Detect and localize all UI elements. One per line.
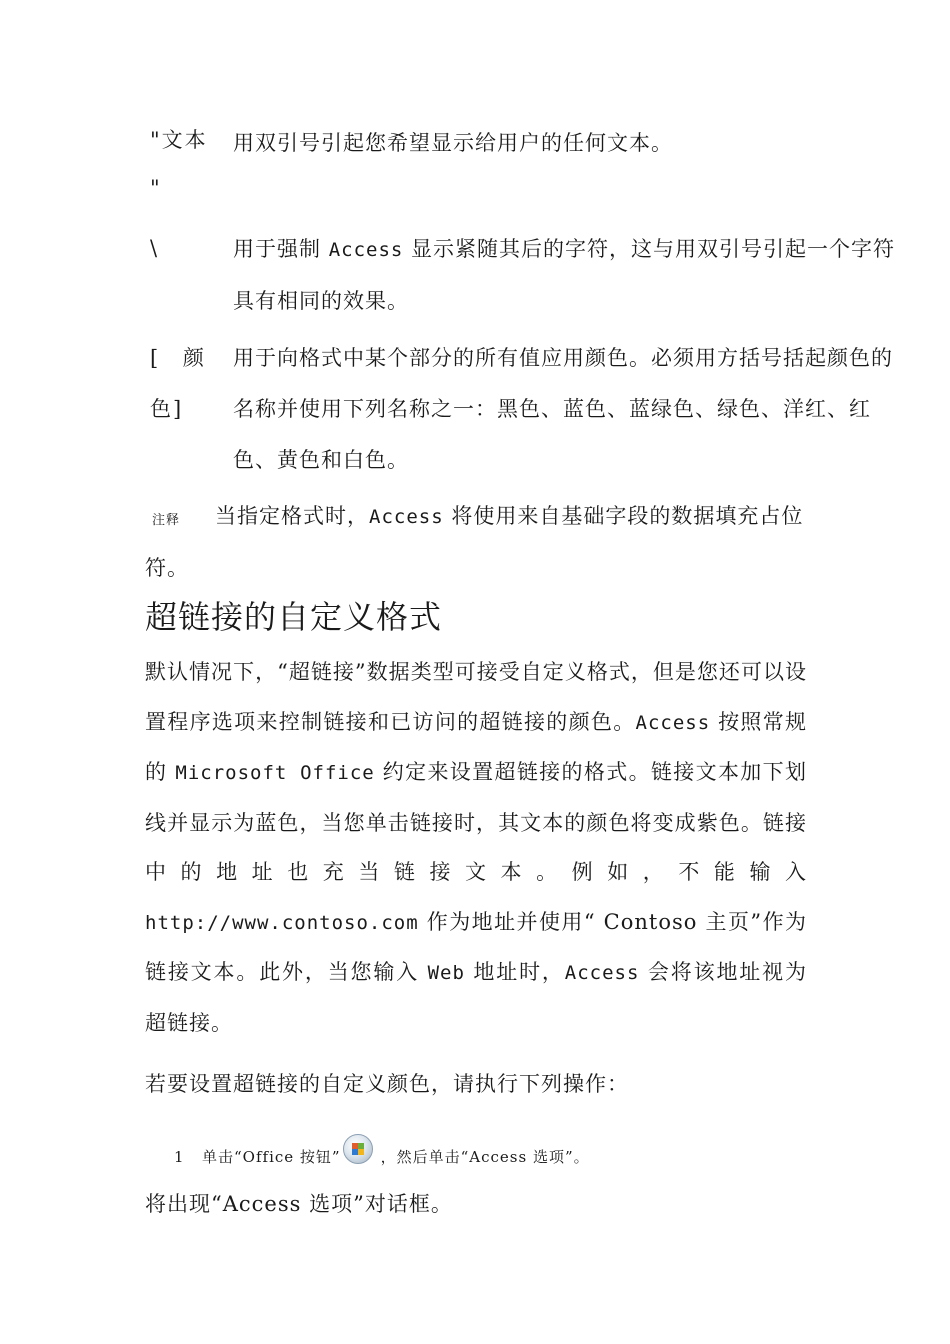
body-paragraph: 将出现“Access 选项”对话框。 <box>145 1192 453 1216</box>
section-heading: 超链接的自定义格式 <box>145 598 443 636</box>
definition-description: 用双引号引起您希望显示给用户的任何文本。 <box>233 131 673 155</box>
definition-term <box>150 228 225 268</box>
definition-description <box>233 224 898 327</box>
step-number: 1 <box>174 1148 185 1166</box>
term-line: "文本 <box>150 128 208 152</box>
text-run: Access <box>635 711 711 734</box>
note-label: 注释 <box>152 513 181 528</box>
body-paragraph <box>145 648 807 1048</box>
step-text: 单击“Office 按钮” <box>202 1148 341 1166</box>
text-run: 将使用来自基础字段的数据填充占位符。 <box>145 504 804 580</box>
text-run: 当指定格式时， <box>215 504 369 528</box>
definition-term <box>150 120 225 208</box>
step-item <box>174 1140 590 1174</box>
term-line: 色] <box>150 397 184 421</box>
note-text <box>145 491 810 594</box>
text-run: 显示紧随其后的字符，这与用双引号引起一个字符具有相同的效果。 <box>233 237 896 313</box>
text-run: 作为地址并使用“ Contoso 主页”作为链接文本。此外，当您输入 <box>145 909 807 984</box>
text-run: 默认情况下，“超链接”数据类型可接受自定义格式，但是您还可以设置程序选项来控制链接和已访问的超链接的颜色。 <box>145 660 807 734</box>
term-line: \ <box>150 236 160 260</box>
text-run: 地址时， <box>464 960 565 984</box>
text-run: Access <box>369 506 444 528</box>
text-run: 按照常规的 <box>145 709 807 784</box>
definition-description: 用于向格式中某个部分的所有值应用颜色。必须用方括号括起颜色的名称并使用下列名称之一：黑色、蓝色、蓝绿色、绿色、洋红、红色、黄色和白色。 <box>233 346 893 472</box>
body-paragraph: 若要设置超链接的自定义颜色，请执行下列操作： <box>145 1072 629 1096</box>
text-run: Access <box>564 962 640 984</box>
text-run: Microsoft Office <box>175 762 375 784</box>
definition-term <box>150 338 225 429</box>
text-run: Web <box>427 962 465 984</box>
text-run: Access <box>328 239 404 261</box>
step-text: ，然后单击“Access 选项”。 <box>380 1148 590 1166</box>
office-button-icon <box>343 1134 373 1164</box>
term-line: [ 颜 <box>150 346 206 370</box>
text-run: 会将该地址视为超链接。 <box>145 960 807 1035</box>
text-run: 用于强制 <box>233 237 329 261</box>
term-line: " <box>150 176 162 200</box>
url-text: http://www.contoso.com <box>145 911 419 934</box>
text-run: 约定来设置超链接的格式。链接文本加下划线并显示为蓝色，当您单击链接时，其文本的颜色将变成紫色。链接中的地址也充当链接文本。例如，不能输入 <box>145 760 807 884</box>
